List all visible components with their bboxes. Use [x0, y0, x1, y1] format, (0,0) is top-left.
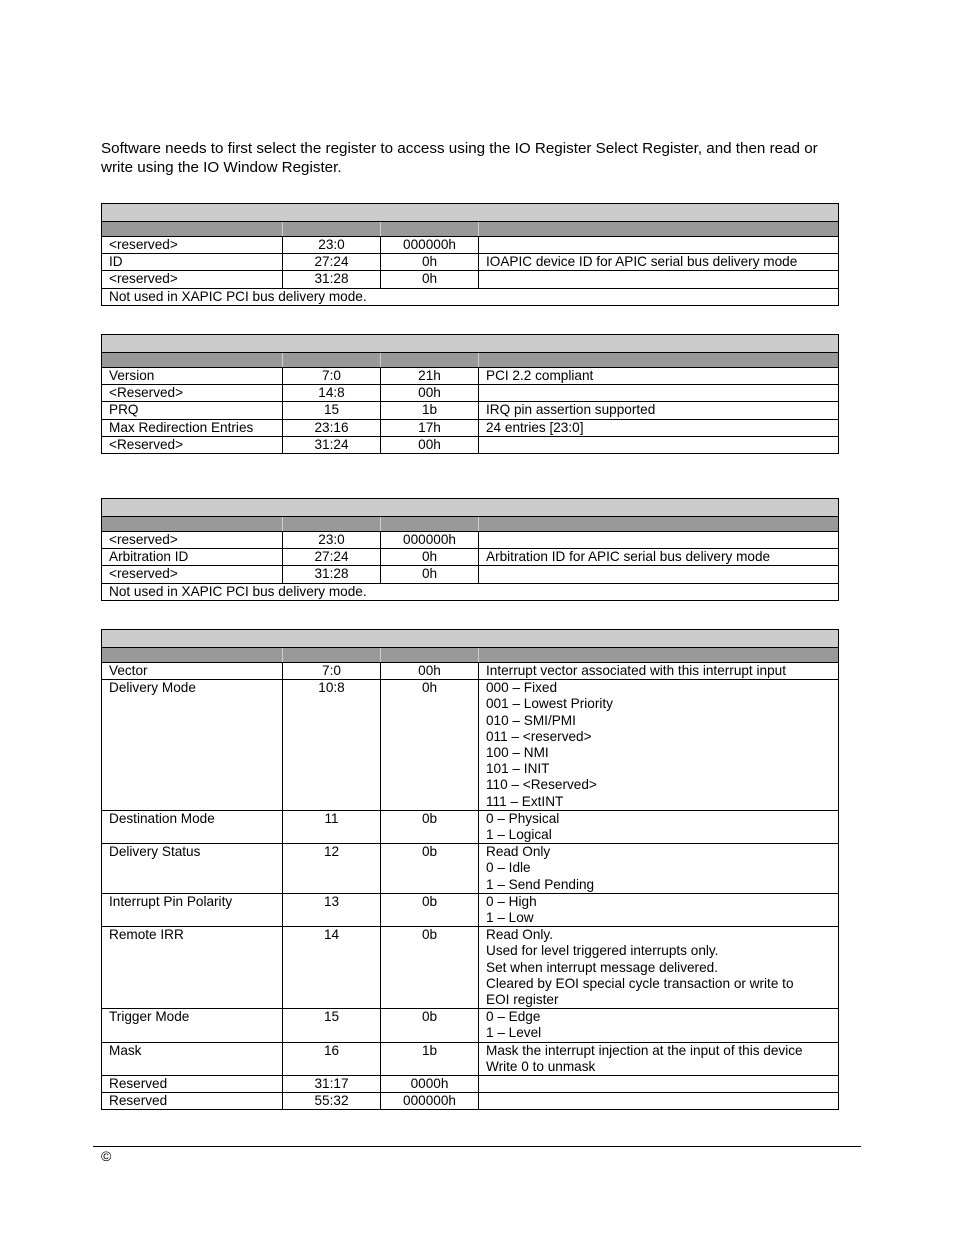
field-name-cell: Mask — [102, 1042, 283, 1075]
field-name-cell: Reserved — [102, 1076, 283, 1093]
default-cell: 1b — [381, 402, 479, 419]
field-name-cell: <reserved> — [102, 237, 283, 254]
table-header-row — [102, 353, 839, 368]
table-note: Not used in XAPIC PCI bus delivery mode. — [102, 288, 839, 305]
field-name-cell: Destination Mode — [102, 810, 283, 843]
table-row — [102, 402, 839, 419]
table-header-row — [102, 517, 839, 532]
default-cell: 000000h — [381, 1093, 479, 1110]
field-name-cell: <reserved> — [102, 271, 283, 288]
table-row — [102, 419, 839, 436]
field-name-cell: <reserved> — [102, 566, 283, 583]
description-line: Read Only — [486, 844, 551, 860]
table-row — [102, 271, 839, 288]
table-row — [102, 368, 839, 385]
default-cell: 00h — [381, 436, 479, 453]
bits-cell: 16 — [283, 1042, 381, 1075]
table-row — [102, 810, 839, 843]
footer-divider — [93, 1146, 861, 1147]
register-table-version-wrap — [101, 334, 841, 454]
register-table-version — [101, 334, 839, 454]
field-name-cell: Remote IRR — [102, 927, 283, 1009]
default-cell: 00h — [381, 663, 479, 680]
description-cell — [479, 1009, 839, 1042]
description-line: 0 – High — [486, 893, 537, 909]
description-line: 1 – Send Pending — [486, 876, 595, 892]
default-cell: 21h — [381, 368, 479, 385]
table-note: Not used in XAPIC PCI bus delivery mode. — [102, 583, 839, 600]
description-line: Read Only. — [486, 927, 553, 943]
bits-cell: 55:32 — [283, 1093, 381, 1110]
description-line: Mask the interrupt injection at the input of this device — [486, 1042, 803, 1058]
field-name-cell: Trigger Mode — [102, 1009, 283, 1042]
description-line: 010 – SMI/PMI — [486, 712, 576, 728]
bits-cell: 31:24 — [283, 436, 381, 453]
bits-cell: 27:24 — [283, 549, 381, 566]
bits-cell: 12 — [283, 844, 381, 894]
field-name-cell: <Reserved> — [102, 436, 283, 453]
bits-cell: 15 — [283, 1009, 381, 1042]
field-name-cell: ID — [102, 254, 283, 271]
table-row — [102, 663, 839, 680]
description-cell — [479, 436, 839, 453]
table3-body — [102, 532, 839, 584]
table-row — [102, 927, 839, 1009]
field-name-cell: Max Redirection Entries — [102, 419, 283, 436]
bits-cell: 7:0 — [283, 663, 381, 680]
table-row — [102, 680, 839, 811]
table-note-row — [102, 583, 839, 600]
field-name-cell: Version — [102, 368, 283, 385]
description-line: 1 – Logical — [486, 827, 552, 843]
description-line: 100 – NMI — [486, 745, 549, 761]
default-cell: 000000h — [381, 532, 479, 549]
description-line: 111 – ExtINT — [486, 793, 564, 809]
description-cell — [479, 1093, 839, 1110]
description-line — [486, 1093, 838, 1109]
description-cell — [479, 893, 839, 926]
description-line: Used for level triggered interrupts only. — [486, 943, 719, 959]
default-cell: 000000h — [381, 237, 479, 254]
description-cell — [479, 844, 839, 894]
bits-cell: 15 — [283, 402, 381, 419]
table-row — [102, 385, 839, 402]
default-cell: 0b — [381, 844, 479, 894]
register-table-arbitration — [101, 498, 839, 601]
bits-cell: 11 — [283, 810, 381, 843]
description-line: 1 – Level — [486, 1025, 542, 1041]
bits-cell: 14 — [283, 927, 381, 1009]
table-title-bar — [102, 630, 839, 648]
bits-cell: 27:24 — [283, 254, 381, 271]
bits-cell: 31:28 — [283, 271, 381, 288]
field-name-cell: <reserved> — [102, 532, 283, 549]
table2-body — [102, 368, 839, 454]
default-cell: 0b — [381, 927, 479, 1009]
description-cell — [479, 566, 839, 583]
default-cell: 00h — [381, 385, 479, 402]
description-cell — [479, 1076, 839, 1093]
default-cell: 0h — [381, 680, 479, 811]
description-cell — [479, 663, 839, 680]
table-row — [102, 1009, 839, 1042]
bits-cell: 13 — [283, 893, 381, 926]
description-line: 000 – Fixed — [486, 680, 558, 696]
description-cell — [479, 237, 839, 254]
bits-cell: 14:8 — [283, 385, 381, 402]
description-cell: PCI 2.2 compliant — [479, 368, 839, 385]
field-name-cell: Arbitration ID — [102, 549, 283, 566]
description-cell: IRQ pin assertion supported — [479, 402, 839, 419]
field-name-cell: Delivery Status — [102, 844, 283, 894]
bits-cell: 31:17 — [283, 1076, 381, 1093]
table-row — [102, 844, 839, 894]
field-name-cell: <Reserved> — [102, 385, 283, 402]
field-name-cell: Delivery Mode — [102, 680, 283, 811]
description-line: Write 0 to unmask — [486, 1058, 596, 1074]
table-title-bar — [102, 204, 839, 222]
field-name-cell: Interrupt Pin Polarity — [102, 893, 283, 926]
default-cell: 0h — [381, 254, 479, 271]
description-line: EOI register — [486, 992, 559, 1008]
default-cell: 0b — [381, 810, 479, 843]
default-cell: 0b — [381, 893, 479, 926]
description-line: 1 – Low — [486, 910, 534, 926]
description-cell: 24 entries [23:0] — [479, 419, 839, 436]
table-row — [102, 1042, 839, 1075]
copyright-symbol: © — [101, 1148, 112, 1164]
table-row — [102, 893, 839, 926]
bits-cell: 7:0 — [283, 368, 381, 385]
bits-cell: 23:16 — [283, 419, 381, 436]
table-row — [102, 549, 839, 566]
description-cell — [479, 385, 839, 402]
table-title-bar — [102, 335, 839, 353]
default-cell: 0h — [381, 566, 479, 583]
description-line: 0 – Idle — [486, 860, 531, 876]
default-cell: 0b — [381, 1009, 479, 1042]
default-cell: 0h — [381, 549, 479, 566]
table1-body — [102, 237, 839, 289]
description-line: 011 – <reserved> — [486, 728, 592, 744]
bits-cell: 23:0 — [283, 237, 381, 254]
table-row — [102, 1076, 839, 1093]
table-note-row — [102, 288, 839, 305]
intro-paragraph: Software needs to first select the register to access using the IO Register Select Register, and then read or write using the IO Window Register. — [101, 140, 818, 176]
default-cell: 0000h — [381, 1076, 479, 1093]
bits-cell: 23:0 — [283, 532, 381, 549]
table-row — [102, 1093, 839, 1110]
field-name-cell: Reserved — [102, 1093, 283, 1110]
table-header-row — [102, 222, 839, 237]
field-name-cell: Vector — [102, 663, 283, 680]
table4-body — [102, 663, 839, 1110]
description-cell — [479, 271, 839, 288]
default-cell: 17h — [381, 419, 479, 436]
description-line: Cleared by EOI special cycle transaction or write to — [486, 975, 794, 991]
description-cell: IOAPIC device ID for APIC serial bus delivery mode — [479, 254, 839, 271]
register-table-id — [101, 203, 839, 306]
table-row — [102, 436, 839, 453]
field-name-cell: PRQ — [102, 402, 283, 419]
description-line: Interrupt vector associated with this interrupt input — [486, 663, 786, 678]
description-cell — [479, 1042, 839, 1075]
table-title-bar — [102, 499, 839, 517]
register-table-redirection — [101, 629, 839, 1110]
description-cell — [479, 680, 839, 811]
description-cell — [479, 810, 839, 843]
table-row — [102, 566, 839, 583]
table-header-row — [102, 648, 839, 663]
description-line — [486, 1076, 838, 1092]
description-cell — [479, 927, 839, 1009]
description-line: Set when interrupt message delivered. — [486, 959, 718, 975]
table-row — [102, 532, 839, 549]
table-row — [102, 254, 839, 271]
description-line: 0 – Physical — [486, 810, 560, 826]
description-cell — [479, 532, 839, 549]
description-cell: Arbitration ID for APIC serial bus delivery mode — [479, 549, 839, 566]
default-cell: 1b — [381, 1042, 479, 1075]
default-cell: 0h — [381, 271, 479, 288]
description-line: 110 – <Reserved> — [486, 777, 597, 793]
bits-cell: 31:28 — [283, 566, 381, 583]
bits-cell: 10:8 — [283, 680, 381, 811]
table-row — [102, 237, 839, 254]
description-line: 101 – INIT — [486, 761, 550, 777]
description-line: 0 – Edge — [486, 1009, 541, 1025]
description-line: 001 – Lowest Priority — [486, 696, 613, 712]
